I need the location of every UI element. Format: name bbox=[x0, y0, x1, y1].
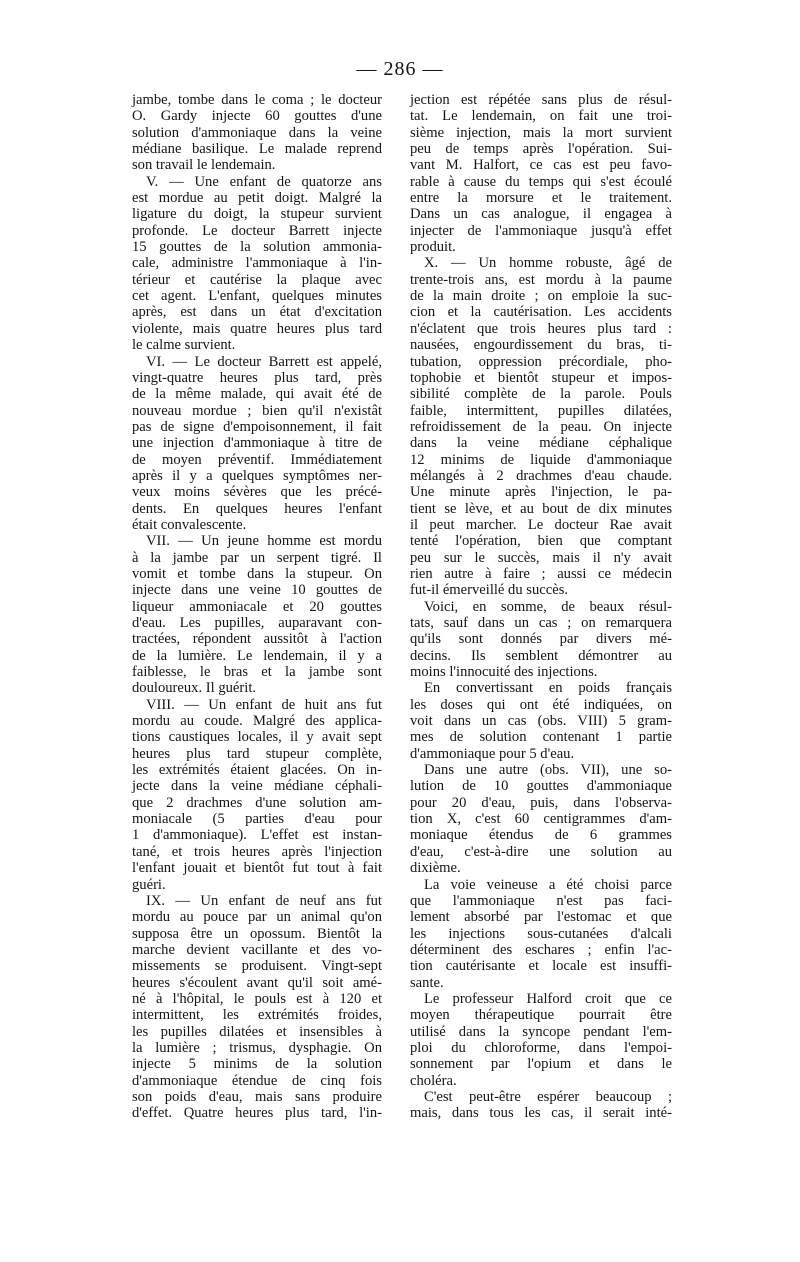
text-line: refroidissement de la peau. On injecte bbox=[410, 418, 672, 435]
text-line: tophobie et bientôt stupeur et impos- bbox=[410, 369, 672, 386]
text-line: tané, et trois heures après l'injection bbox=[132, 843, 382, 860]
text-line: que 2 drachmes d'une solution am- bbox=[132, 794, 382, 811]
text-line: de la même malade, qui avait été de bbox=[132, 386, 382, 403]
text-line: fut-il émerveillé du succès. bbox=[410, 582, 569, 599]
text-line: veux moins sévères que les précé- bbox=[132, 484, 382, 501]
text-line: moniacale (5 parties d'eau pour bbox=[132, 811, 382, 828]
text-line: decins. Ils semblent démontrer au bbox=[410, 647, 672, 664]
text-line: cet agent. L'enfant, quelques minutes bbox=[132, 288, 382, 305]
text-line: tractées, répondent aussitôt à l'action bbox=[132, 631, 382, 648]
text-line: heures s'écoulent avant qu'il soit amé- bbox=[132, 974, 382, 991]
text-line: une injection d'ammoniaque à titre de bbox=[132, 435, 382, 452]
text-line: sibilité complète de la parole. Pouls bbox=[410, 386, 672, 403]
text-line: est mordue au petit doigt. Malgré la bbox=[132, 190, 382, 207]
text-line: ploi du chloroforme, dans l'empoi- bbox=[410, 1039, 672, 1056]
text-line: d'eau. Les pupilles, auparavant con- bbox=[132, 615, 382, 631]
text-line: C'est peut-être espérer beaucoup ; bbox=[424, 1088, 672, 1105]
text-line: térieur et cautérise la plaque avec bbox=[132, 271, 382, 288]
text-line: tion cautérisante et locale est insuffi- bbox=[410, 958, 672, 975]
text-line: mais, dans tous les cas, il serait inté- bbox=[410, 1105, 672, 1122]
text-line: missements se produisent. Vingt-sept bbox=[132, 958, 382, 975]
text-line: l'enfant jouait et bientôt fut tout à fait bbox=[132, 860, 382, 877]
text-line: intermittent, les extrémités froides, bbox=[132, 1007, 382, 1024]
text-line: rien autre à faire ; aussi ce médecin bbox=[410, 565, 672, 582]
text-line: 15 gouttes de la solution ammonia- bbox=[132, 239, 382, 256]
text-line: tions caustiques locales, il y avait sept bbox=[132, 729, 382, 746]
text-line: à la jambe par un serpent tigré. Il bbox=[132, 549, 382, 566]
text-line: Dans un cas analogue, il engagea à bbox=[410, 206, 672, 223]
text-line: après il y a quelques symptômes ner- bbox=[132, 467, 382, 484]
text-line: lement absorbé par l'estomac et que bbox=[410, 909, 672, 926]
text-line: En convertissant en poids français bbox=[424, 680, 672, 697]
text-line: Une minute après l'injection, le pa- bbox=[410, 484, 672, 501]
text-line: trente-trois ans, est mordu à la paume bbox=[410, 271, 672, 288]
text-line: son travail le lendemain. bbox=[132, 157, 276, 174]
text-line: de la lumière. Le lendemain, il y a bbox=[132, 647, 382, 664]
text-line: Dans une autre (obs. VII), une so- bbox=[424, 762, 672, 779]
text-line: sième injection, mais la mort survient bbox=[410, 124, 672, 141]
text-line: choléra. bbox=[410, 1072, 457, 1089]
text-line: produit. bbox=[410, 239, 456, 256]
text-line: cale, administre l'ammoniaque à l'in- bbox=[132, 255, 382, 272]
text-line: 1 d'ammoniaque). L'effet est instan- bbox=[132, 827, 382, 844]
text-line: faiblesse, le bras et la jambe sont bbox=[132, 664, 382, 681]
text-line: les pupilles dilatées et insensibles à bbox=[132, 1023, 382, 1040]
text-line: Voici, en somme, de beaux résul- bbox=[424, 598, 672, 615]
text-line: la lumière ; trismus, dysphagie. On bbox=[132, 1039, 382, 1056]
text-line: tion X, c'est 60 centigrammes d'am- bbox=[410, 811, 672, 828]
text-line: VI. — Le docteur Barrett est appelé, bbox=[146, 353, 382, 370]
text-line: dents. En quelques heures l'enfant bbox=[132, 500, 382, 517]
text-line: peu sur le succès, mais il n'y avait bbox=[410, 549, 672, 566]
text-line: il peut marcher. Le docteur Rae avait bbox=[410, 516, 672, 533]
text-line: tenté l'opération, bien que comptant bbox=[410, 533, 672, 550]
text-line: dans la veine médiane céphalique bbox=[410, 435, 672, 452]
text-line: tient se lève, et au bout de dix minutes bbox=[410, 500, 672, 517]
text-line: qu'ils sont donnés par divers mé- bbox=[410, 631, 672, 648]
text-line: mélangés à 2 drachmes d'eau chaude. bbox=[410, 467, 672, 484]
text-line: son poids d'eau, mais sans produire bbox=[132, 1088, 382, 1105]
text-line: mordu au coude. Malgré des applica- bbox=[132, 713, 382, 730]
text-line: La voie veineuse a été choisi parce bbox=[424, 876, 672, 893]
text-line: voit dans un cas (obs. VIII) 5 gram- bbox=[410, 713, 672, 730]
text-line: profonde. Le docteur Barrett injecte bbox=[132, 222, 382, 239]
text-line: VII. — Un jeune homme est mordu bbox=[146, 533, 382, 550]
text-column-left bbox=[132, 92, 382, 1122]
text-line: après, est dans un état d'excitation bbox=[132, 304, 382, 321]
text-line: d'ammoniaque étendue de cinq fois bbox=[132, 1072, 382, 1089]
text-line: n'éclatent que trois heures plus tard : bbox=[410, 320, 672, 337]
text-line: moyen thérapeutique pourrait être bbox=[410, 1007, 672, 1024]
text-line: IX. — Un enfant de neuf ans fut bbox=[146, 892, 382, 909]
text-line: injecter de l'ammoniaque jusqu'à effet bbox=[410, 222, 672, 239]
text-line: ligature du doigt, la stupeur survient bbox=[132, 206, 382, 223]
text-line: cion et la cautérisation. Les accidents bbox=[410, 304, 672, 321]
text-line: les injections sous-cutanées d'alcali bbox=[410, 925, 672, 942]
text-line: violente, mais quatre heures plus tard bbox=[132, 320, 382, 337]
text-line: moins l'innocuité des injections. bbox=[410, 664, 598, 681]
text-line: sonnement par l'opium et dans le bbox=[410, 1056, 672, 1073]
text-line: vant M. Halfort, ce cas est peu favo- bbox=[410, 157, 672, 174]
text-line: supposa être un opossum. Bientôt la bbox=[132, 925, 382, 942]
text-line: marche devient vacillante et des vo- bbox=[132, 941, 382, 958]
text-line: jambe, tombe dans le coma ; le docteur bbox=[132, 92, 382, 108]
text-line: de moyen préventif. Immédiatement bbox=[132, 451, 382, 468]
text-column-right bbox=[410, 92, 672, 1122]
text-line: O. Gardy injecte 60 gouttes d'une bbox=[132, 108, 382, 125]
text-line: que l'ammoniaque n'est pas faci- bbox=[410, 892, 672, 909]
text-line: nausées, engourdissement du bras, ti- bbox=[410, 337, 672, 354]
text-line: peu de temps après l'opération. Sui- bbox=[410, 141, 672, 158]
text-line: lution de 10 gouttes d'ammoniaque bbox=[410, 778, 672, 795]
text-line: les extrémités étaient glacées. On in- bbox=[132, 762, 382, 779]
text-line: mes de solution contenant 1 partie bbox=[410, 729, 672, 746]
text-line: X. — Un homme robuste, âgé de bbox=[424, 255, 672, 272]
text-line: Le professeur Halford croit que ce bbox=[424, 990, 672, 1007]
text-line: dixième. bbox=[410, 860, 461, 877]
text-line: d'eau, c'est-à-dire une solution au bbox=[410, 843, 672, 860]
text-line: rable à cause du temps qui s'est écoulé bbox=[410, 173, 672, 190]
page-number: — 286 — bbox=[356, 58, 444, 80]
text-line: injecte dans une veine 10 gouttes de bbox=[132, 582, 382, 599]
text-line: sante. bbox=[410, 974, 444, 991]
text-line: solution d'ammoniaque dans la veine bbox=[132, 124, 382, 141]
text-line: mordu au pouce par un animal qu'on bbox=[132, 909, 382, 926]
text-line: injecte 5 minims de la solution bbox=[132, 1056, 382, 1073]
text-line: déterminent des eschares ; enfin l'ac- bbox=[410, 941, 672, 958]
text-line: moniaque étendus de 6 grammes bbox=[410, 827, 672, 844]
text-line: tat. Le lendemain, on fait une troi- bbox=[410, 108, 672, 125]
text-line: d'ammoniaque pour 5 d'eau. bbox=[410, 745, 575, 762]
text-line: utilisé dans la syncope pendant l'em- bbox=[410, 1023, 672, 1040]
text-line: guéri. bbox=[132, 876, 166, 893]
text-line: tubation, oppression précordiale, pho- bbox=[410, 353, 672, 370]
text-line: de la main droite ; on emploie la suc- bbox=[410, 288, 672, 305]
text-line: pour 20 d'eau, puis, dans l'observa- bbox=[410, 794, 672, 811]
text-line: VIII. — Un enfant de huit ans fut bbox=[146, 696, 382, 713]
text-line: les doses qui ont été indiquées, on bbox=[410, 696, 672, 713]
text-line: liqueur ammoniacale et 20 gouttes bbox=[132, 598, 382, 615]
text-line: le calme survient. bbox=[132, 337, 236, 354]
text-line: jection est répétée sans plus de résul- bbox=[410, 92, 672, 108]
text-line: douloureux. Il guérit. bbox=[132, 680, 257, 697]
text-line: d'effet. Quatre heures plus tard, l'in- bbox=[132, 1105, 382, 1122]
text-line: entre la morsure et le traitement. bbox=[410, 190, 672, 207]
text-line: était convalescente. bbox=[132, 516, 247, 533]
text-line: faible, intermittent, pupilles dilatées, bbox=[410, 402, 672, 419]
text-line: médiane basilique. Le malade reprend bbox=[132, 141, 382, 158]
text-line: nouveau mordue ; bien qu'il n'existât bbox=[132, 402, 382, 419]
text-line: heures plus tard stupeur complète, bbox=[132, 745, 382, 762]
text-line: vingt-quatre heures plus tard, près bbox=[132, 369, 382, 386]
text-line: jecte dans la veine médiane céphali- bbox=[132, 778, 382, 795]
text-line: né à l'hôpital, le pouls est à 120 et bbox=[132, 990, 382, 1007]
text-line: vomit et tombe dans la stupeur. On bbox=[132, 565, 382, 582]
text-line: tats, sauf dans un cas ; on remarquera bbox=[410, 615, 672, 631]
text-line: 12 minims de liquide d'ammoniaque bbox=[410, 451, 672, 468]
text-line: V. — Une enfant de quatorze ans bbox=[146, 173, 382, 190]
text-line: pas de signe d'empoisonnement, il fait bbox=[132, 418, 382, 435]
